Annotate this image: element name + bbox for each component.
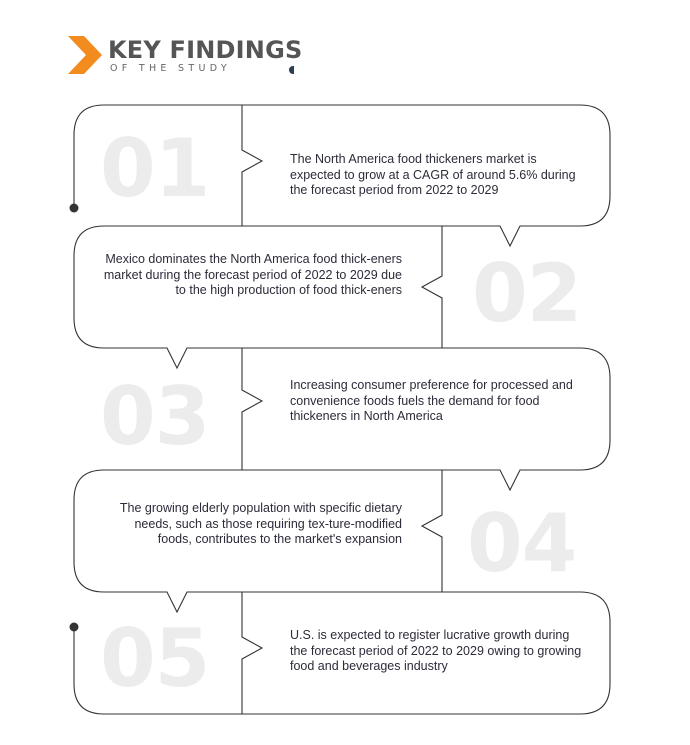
finding-text-04: The growing elderly population with specific dietary needs, such as those requiring tex-ture-modified foods, contributes to the market's expansion bbox=[119, 501, 402, 546]
finding-number-03: 03 bbox=[100, 370, 210, 463]
finding-number-01: 01 bbox=[100, 122, 210, 215]
finding-number-05: 05 bbox=[100, 612, 210, 705]
finding-text-05: U.S. is expected to register lucrative growth during the forecast period of 2022 to 2029 owing to growing food and beverages industry bbox=[290, 628, 582, 673]
timeline-end-dot bbox=[70, 623, 79, 632]
page-title: KEY FINDINGS bbox=[108, 36, 303, 64]
finding-text-02: Mexico dominates the North America food thick-eners market during the forecast period of 2022 to 2029 due to the high production of food thick-eners bbox=[103, 252, 402, 297]
finding-number-02: 02 bbox=[472, 247, 582, 340]
timeline-start-dot bbox=[70, 204, 79, 213]
page-subtitle: OF THE STUDY bbox=[110, 63, 231, 74]
finding-text-01: The North America food thickeners market is expected to grow at a CAGR of around 5.6% during the forecast period from 2022 to 2029 bbox=[290, 152, 576, 197]
finding-text-03: Increasing consumer preference for processed and convenience foods fuels the demand for food thickeners in North America bbox=[290, 378, 573, 423]
finding-number-04: 04 bbox=[467, 497, 577, 590]
